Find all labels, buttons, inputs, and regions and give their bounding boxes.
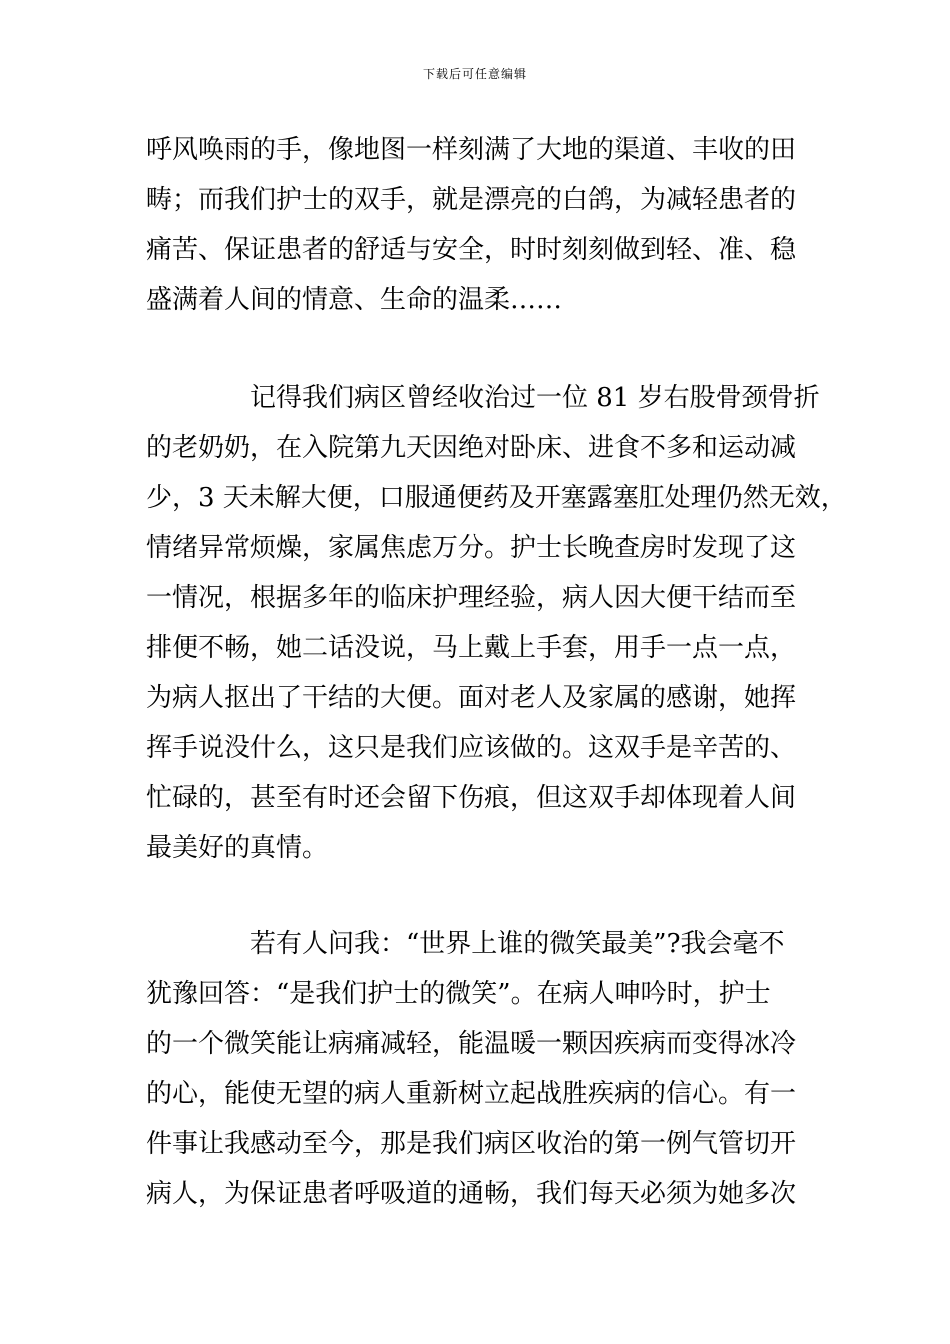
text-line: 痛苦、保证患者的舒适与安全，时时刻刻做到轻、准、稳: [146, 235, 797, 265]
text-line: 一情况，根据多年的临床护理经验，病人因大便干结而至: [146, 583, 797, 613]
text-line: 的心，能使无望的病人重新树立起战胜疾病的信心。有一: [146, 1079, 797, 1109]
text-line: 盛满着人间的情意、生命的温柔……: [146, 285, 563, 315]
text-line: 忙碌的，甚至有时还会留下伤痕，但这双手却体现着人间: [146, 783, 797, 813]
text-line: 的老奶奶，在入院第九天因绝对卧床、进食不多和运动减: [146, 433, 797, 463]
text-line: 畴；而我们护士的双手，就是漂亮的白鸽，为减轻患者的: [146, 185, 797, 215]
text-line: 排便不畅，她二话没说，马上戴上手套，用手一点一点，: [146, 633, 797, 663]
text-line: 若有人问我：“世界上谁的微笑最美”?我会毫不: [250, 929, 785, 959]
text-line: 最美好的真情。: [146, 833, 329, 863]
text-line: 病人，为保证患者呼吸道的通畅，我们每天必须为她多次: [146, 1179, 797, 1209]
text-line: 犹豫回答：“是我们护士的微笑”。在病人呻吟时，护士: [146, 979, 771, 1009]
text-line: 为病人抠出了干结的大便。面对老人及家属的感谢，她挥: [146, 683, 797, 713]
text-line: 记得我们病区曾经收治过一位 81 岁右股骨颈骨折: [250, 383, 820, 413]
text-line: 呼风唤雨的手，像地图一样刻满了大地的渠道、丰收的田: [146, 135, 797, 165]
text-line: 情绪异常烦燥，家属焦虑万分。护士长晚查房时发现了这: [146, 533, 797, 563]
text-line: 件事让我感动至今，那是我们病区收治的第一例气管切开: [146, 1129, 797, 1159]
text-line: 挥手说没什么，这只是我们应该做的。这双手是辛苦的、: [146, 733, 797, 763]
header-note: 下载后可任意编辑: [422, 67, 527, 81]
text-line: 少，3 天未解大便，口服通便药及开塞露塞肛处理仍然无效，: [146, 483, 847, 513]
text-line: 的一个微笑能让病痛减轻，能温暖一颗因疾病而变得冰冷: [146, 1029, 797, 1059]
